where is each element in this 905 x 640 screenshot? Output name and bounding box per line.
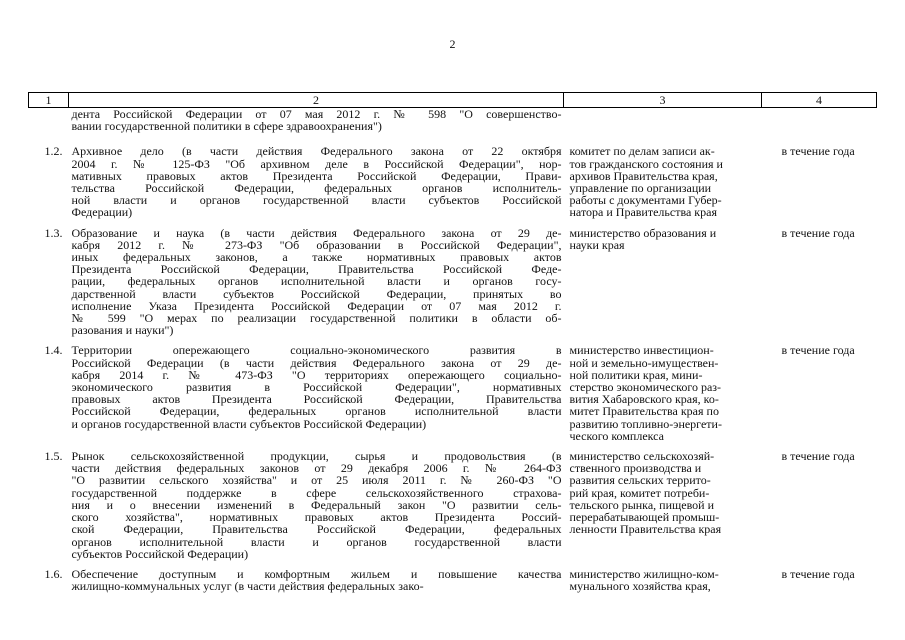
item-number: 1.2. xyxy=(44,144,63,159)
responsible-line: тельского рынка, пищевой и xyxy=(569,497,714,512)
table-header-row xyxy=(29,93,877,108)
responsible-line: ной и земельно-имуществен- xyxy=(569,355,719,370)
item-term: в течение года xyxy=(781,566,855,581)
text-line: Архивное дело (в части действия Федерального закона от 22 октября xyxy=(71,144,562,159)
item-number: 1.3. xyxy=(44,225,63,240)
responsible-line: митет Правительства края по xyxy=(569,404,719,419)
text-line: "О развитии сельского хозяйства" и от 25 июля 2011 г. № 260-ФЗ "О xyxy=(71,473,562,488)
item-number: 1.6. xyxy=(44,566,63,581)
responsible-line: ственного производства и xyxy=(569,461,702,476)
responsible-line: министерство образования и xyxy=(569,225,717,240)
item-description xyxy=(69,336,564,442)
item-description xyxy=(69,442,564,560)
item-term: в течение года xyxy=(781,449,855,464)
responsible-line: ленности Правительства края xyxy=(569,522,722,537)
text-line: ной власти и органов государственной власти субъектов Российской xyxy=(71,193,562,208)
responsible-line: стерство экономического раз- xyxy=(569,380,722,395)
item-term: в течение года xyxy=(781,343,855,358)
responsible-line: мунального хозяйства края, xyxy=(569,579,711,594)
text-line: Российской Федерации, федеральных органов исполнительной власти xyxy=(71,404,562,419)
text-line: кабря 2012 г. № 273-ФЗ "Об образовании в Российской Федерации", xyxy=(71,237,562,252)
responsible-line: рий края, комитет потреби- xyxy=(569,485,710,500)
item-responsible xyxy=(564,137,762,218)
item-responsible xyxy=(564,560,762,592)
continuation-row xyxy=(29,108,877,138)
text-line: части действия федеральных законов от 29 декабря 2006 г. № 264-ФЗ xyxy=(71,461,562,476)
text-line: дента Российской Федерации от 07 мая 2012 г. № 598 "О совершенство- xyxy=(71,107,562,121)
text-line: исполнение Указа Президента Российской Федерации от 07 мая 2012 г. xyxy=(71,298,562,313)
text-line: Обеспечение доступным и комфортным жильем и повышение качества xyxy=(71,566,562,581)
table-row xyxy=(29,442,877,560)
text-line: мативных правовых актов Президента Российской Федерации, Прави- xyxy=(71,168,562,183)
responsible-line: развитию топливно-энергети- xyxy=(569,416,722,431)
responsible-line: министерство жилищно-ком- xyxy=(569,566,719,581)
text-line: жилищно-коммунальных услуг (в части действия федеральных зако- xyxy=(71,579,424,594)
column-header-term: 4 xyxy=(762,93,877,108)
column-header-responsible: 3 xyxy=(564,93,762,108)
responsible-line: вития Хабаровского края, ко- xyxy=(569,392,719,407)
text-line: Президента Российской Федерации, Правительства Российской Феде- xyxy=(71,262,562,277)
responsible-line: работы с документами Губер- xyxy=(569,193,722,208)
responsible-line: науки края xyxy=(569,237,625,252)
item-term: в течение года xyxy=(781,225,855,240)
text-line: ния и о внесении изменений в Федеральный закон "О развитии сель- xyxy=(71,497,562,512)
item-responsible xyxy=(564,219,762,337)
text-line: органов исполнительной власти и органов государственной власти xyxy=(71,534,562,549)
item-number: 1.4. xyxy=(44,343,63,358)
text-line: 2004 г. № 125-ФЗ "Об архивном деле в Российской Федерации", нор- xyxy=(71,156,562,171)
responsible-line: ческого комплекса xyxy=(569,428,664,443)
text-line: разования и науки") xyxy=(71,323,174,338)
column-header-number: 1 xyxy=(29,93,69,108)
responsible-line: ной политики края, мини- xyxy=(569,367,703,382)
table-row xyxy=(29,336,877,442)
table-row xyxy=(29,219,877,337)
table-row xyxy=(29,560,877,592)
text-line: Рынок сельскохозяйственной продукции, сырья и продовольствия (в xyxy=(71,449,562,464)
text-line: кабря 2014 г. № 473-ФЗ "О территориях опережающего социально- xyxy=(71,367,562,382)
column-header-content: 2 xyxy=(69,93,564,108)
page-number: 2 xyxy=(449,37,456,51)
responsible-line: перерабатывающей промыш- xyxy=(569,510,720,525)
text-line: № 599 "О мерах по реализации государственной политики в области об- xyxy=(71,311,562,326)
responsible-line: комитет по делам записи ак- xyxy=(569,144,715,159)
plan-table xyxy=(28,92,877,592)
text-line: и органов государственной власти субъектов Российской Федерации) xyxy=(71,416,427,431)
responsible-line: министерство инвестицион- xyxy=(569,343,714,358)
text-line: вании государственной политики в сфере здравоохранения") xyxy=(71,119,382,134)
responsible-line: управление по организации xyxy=(569,181,712,196)
text-line: субъектов Российской Федерации) xyxy=(71,546,249,561)
responsible-line: тов гражданского состояния и xyxy=(569,156,723,171)
text-line: рации, федеральных органов исполнительной власти и органов госу- xyxy=(71,274,562,289)
text-line: Федерации) xyxy=(71,205,133,220)
text-line: Российской Федерации (в части действия Федерального закона от 29 де- xyxy=(71,355,562,370)
text-line: дарственной власти субъектов Российской Федерации, принятых во xyxy=(71,286,562,301)
responsible-line: развития сельских террито- xyxy=(569,473,711,488)
text-line: иных федеральных законов, а также нормативных правовых актов xyxy=(71,250,562,265)
text-line: экономического развития в Российской Федерации", нормативных xyxy=(71,380,562,395)
item-number: 1.5. xyxy=(44,449,63,464)
text-line: правовых актов Президента Российской Федерации, Правительства xyxy=(71,392,562,407)
continuation-text xyxy=(69,108,564,138)
text-line: Образование и наука (в части действия Федерального закона от 29 де- xyxy=(71,225,562,240)
item-responsible xyxy=(564,336,762,442)
text-line: государственной поддержке в сфере сельскохозяйственного страхова- xyxy=(71,485,562,500)
table-row xyxy=(29,137,877,218)
item-description xyxy=(69,137,564,218)
text-line: ского хозяйства", нормативных правовых актов Президента Россий- xyxy=(71,510,562,525)
text-line: ской Федерации, Правительства Российской Федерации, федеральных xyxy=(71,522,562,537)
item-description xyxy=(69,219,564,337)
responsible-line: архивов Правительства края, xyxy=(569,168,718,183)
item-responsible xyxy=(564,442,762,560)
responsible-line: натора и Правительства края xyxy=(569,205,717,220)
text-line: Территории опережающего социально-экономического развития в xyxy=(71,343,562,358)
text-line: тельства Российской Федерации, федеральных органов исполнитель- xyxy=(71,181,562,196)
responsible-line: министерство сельскохозяй- xyxy=(569,449,715,464)
item-term: в течение года xyxy=(781,144,855,159)
item-description xyxy=(69,560,564,592)
